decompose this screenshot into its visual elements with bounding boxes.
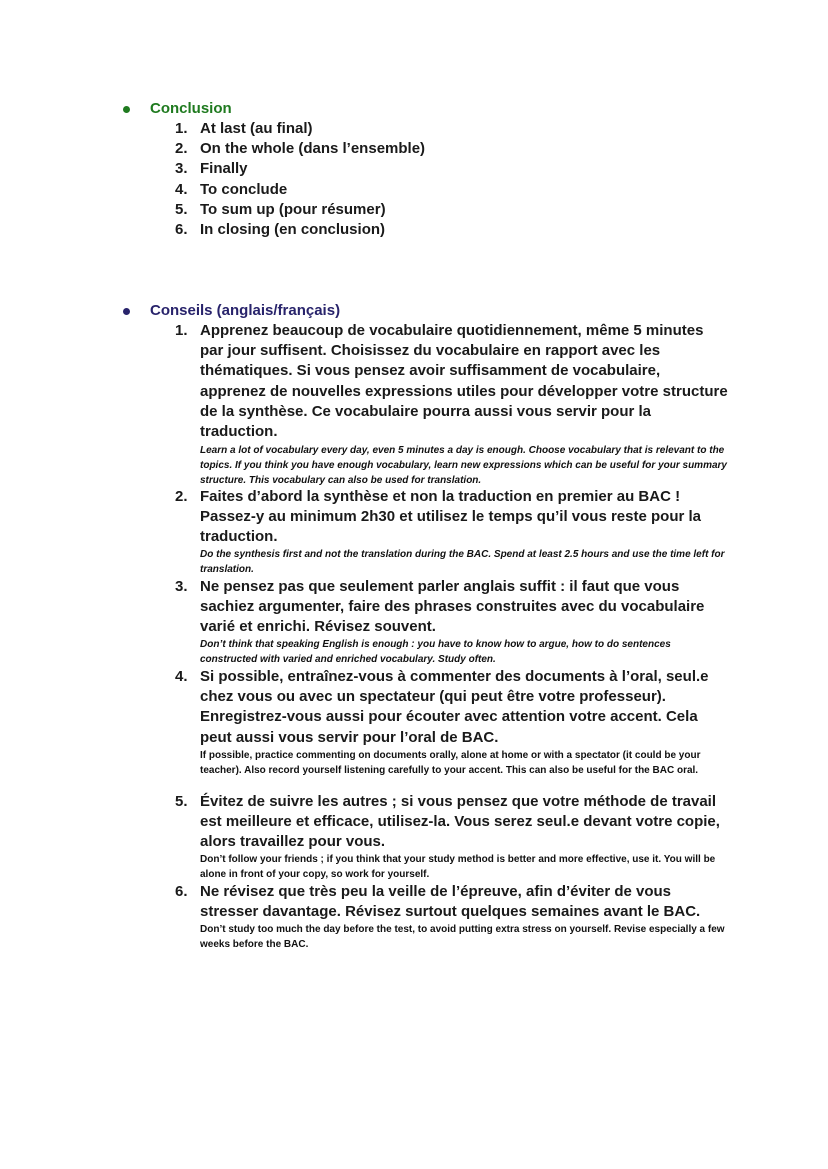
advice-english-text: Learn a lot of vocabulary every day, even 5 minutes a day is enough. Choose vocabulary that is relevant to the topics. If you think you have enough vocabulary, learn new expressions which can be useful for your summary structure. This vocabulary can also be used for translation.: [200, 445, 727, 486]
item-text: Finally: [200, 160, 248, 178]
list-item: [0, 119, 828, 139]
advice-english-text: Don’t follow your friends ; if you think that your study method is better and more effective, use it. You will be alone in front of your copy, so work for yourself.: [200, 854, 716, 880]
item-text: To conclude: [200, 180, 288, 198]
item-text: At last (au final): [200, 120, 313, 137]
advice-french-text: Ne pensez pas que seulement parler anglais suffit : il faut que vous sachiez argumenter, faire des phrases construites avec du vocabulaire varié et enrichi. Révisez souvent.: [200, 578, 705, 636]
item-number: 2.: [175, 140, 188, 158]
item-number: 2.: [175, 488, 188, 505]
advice-english-text: Do the synthesis first and not the translation during the BAC. Spend at least 2.5 hours and use the time left for translation.: [200, 549, 725, 575]
item-number: 5.: [175, 200, 188, 218]
advice-french-text: Si possible, entraînez-vous à commenter des documents à l’oral, seul.e chez vous ou avec un spectateur (qui peut être votre professeur). Enregistrez-vous aussi pour écouter avec attention votre accent. Cela peut aussi vous servir pour l’oral de BAC.: [200, 668, 709, 746]
list-item: [0, 159, 828, 179]
item-text: In closing (en conclusion): [200, 220, 386, 238]
conclusion-list: [0, 119, 828, 240]
item-number: 6.: [175, 220, 188, 238]
item-number: 3.: [175, 578, 188, 595]
list-item: [0, 180, 828, 200]
item-number: 6.: [175, 883, 188, 900]
conclusion-heading: Conclusion: [150, 100, 232, 117]
item-number: 4.: [175, 180, 188, 198]
list-item: [0, 220, 828, 240]
item-number: 4.: [175, 668, 188, 685]
advice-french-text: Apprenez beaucoup de vocabulaire quotidiennement, même 5 minutes par jour suffisent. Choisissez du vocabulaire en rapport avec les thématiques. Si vous pensez avoir suffisamment de vocabulaire, apprenez de nouvelles expressions utiles pour développer votre structure de la synthèse. Ce vocabulaire pourra aussi vous servir pour la traduction.: [200, 322, 728, 441]
advice-english-text: Don’t study too much the day before the test, to avoid putting extra stress on yourself. Revise especially a few weeks before the BAC.: [200, 924, 725, 950]
item-number: 5.: [175, 793, 188, 810]
item-text: To sum up (pour résumer): [200, 200, 386, 218]
advice-english-text: Don’t think that speaking English is enough : you have to know how to argue, how to do sentences constructed with varied and enriched vocabulary. Study often.: [200, 639, 671, 665]
list-item: [0, 139, 828, 159]
advice-french-text: Faites d’abord la synthèse et non la traduction en premier au BAC ! Passez-y au minimum 2h30 et utilisez le temps qu’il vous reste pour la traduction.: [200, 488, 701, 546]
item-number: 1.: [175, 322, 188, 339]
bullet-icon: [123, 308, 130, 315]
item-text: On the whole (dans l’ensemble): [200, 140, 426, 158]
bullet-icon: [123, 106, 130, 113]
advice-french-text: Évitez de suivre les autres ; si vous pensez que votre méthode de travail est meilleure et efficace, utilisez-la. Vous serez seul.e devant votre copie, alors travaillez pour vous.: [200, 793, 720, 851]
item-number: 1.: [175, 120, 188, 137]
list-item: [0, 200, 828, 220]
advice-french-text: Ne révisez que très peu la veille de l’épreuve, afin d’éviter de vous stresser davantage. Révisez surtout quelques semaines avant le BAC.: [200, 883, 701, 921]
advice-heading: Conseils (anglais/français): [150, 302, 341, 319]
advice-english-text: If possible, practice commenting on documents orally, alone at home or with a spectator (it could be your teacher). Also record yourself listening carefully to your accent. This can also be useful for the BAC oral.: [200, 750, 701, 776]
item-number: 3.: [175, 160, 188, 178]
